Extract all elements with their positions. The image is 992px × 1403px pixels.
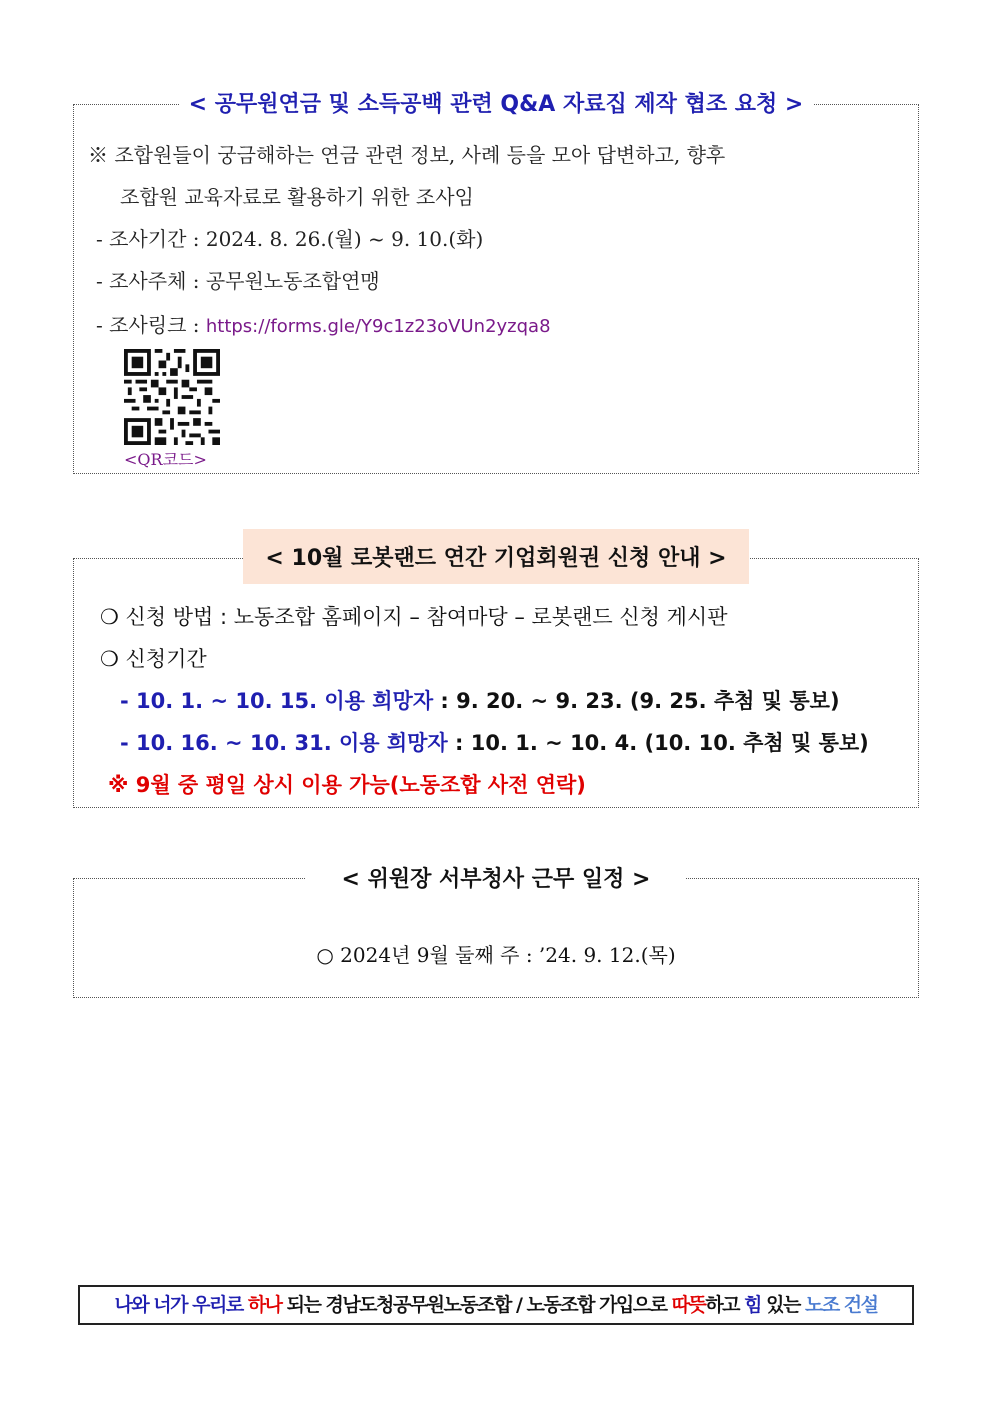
qa-period: - 조사기간 : 2024. 8. 26.(월) ~ 9. 10.(화)	[96, 227, 484, 251]
qa-organizer: - 조사주체 : 공무원노동조합연맹	[96, 269, 380, 293]
slogan-part1: 나와 너가 우리로	[114, 1294, 248, 1316]
slogan-banner	[78, 1285, 914, 1325]
qa-link-label: - 조사링크 :	[96, 313, 206, 337]
qr-code-icon[interactable]	[124, 349, 220, 445]
slogan-part4: 따뜻	[671, 1294, 706, 1316]
chair-schedule: ○ 2024년 9월 둘째 주 : ’24. 9. 12.(목)	[316, 943, 676, 967]
row1-use-period: - 10. 1. ~ 10. 15. 이용 희망자	[120, 689, 434, 713]
robotland-box	[73, 546, 919, 808]
chair-schedule-box	[73, 867, 919, 998]
row1-apply-period: : 9. 20. ~ 9. 23. (9. 25. 추첨 및 통보)	[433, 689, 840, 713]
chair-title-text: < 위원장 서부청사 근무 일정 >	[306, 867, 687, 892]
slogan-part3: 되는 경남도청공무원노동조합 / 노동조합 가입으로	[281, 1294, 672, 1316]
qa-note-line2: 조합원 교육자료로 활용하기 위한 조사임	[120, 185, 474, 209]
row2-use-period: - 10. 16. ~ 10. 31. 이용 희망자	[120, 731, 448, 755]
qr-caption: <QR코드>	[124, 450, 207, 469]
robotland-row2	[120, 727, 869, 757]
qa-link-row	[96, 309, 551, 338]
robotland-period-label: ❍ 신청기간	[100, 647, 207, 671]
qa-note-line1: ※ 조합원들이 궁금해하는 연금 관련 정보, 사례 등을 모아 답변하고, 향후	[88, 143, 726, 167]
qa-request-box	[73, 92, 919, 474]
slogan-part5: 하고	[705, 1294, 745, 1316]
robotland-method: ❍ 신청 방법 : 노동조합 홈페이지 – 참여마당 – 로봇랜드 신청 게시판	[100, 605, 728, 629]
survey-link[interactable]: https://forms.gle/Y9c1z23oVUn2yzqa8	[205, 316, 551, 337]
robotland-notice: ※ 9월 중 평일 상시 이용 가능(노동조합 사전 연락)	[108, 773, 586, 797]
qa-title	[74, 87, 918, 118]
robotland-title	[74, 529, 918, 584]
slogan-part7: 있는	[761, 1294, 805, 1316]
row2-apply-period: : 10. 1. ~ 10. 4. (10. 10. 추첨 및 통보)	[447, 731, 869, 755]
robotland-row1	[120, 685, 840, 715]
chair-title	[74, 862, 918, 893]
qa-title-text: < 공무원연금 및 소득공백 관련 Q&A 자료집 제작 협조 요청 >	[179, 92, 814, 117]
slogan-part8: 노조 건설	[804, 1294, 878, 1316]
slogan-part6: 힘	[744, 1294, 762, 1316]
robotland-title-text: < 10월 로봇랜드 연간 기업회원권 신청 안내 >	[243, 529, 748, 584]
slogan-part2: 하나	[247, 1294, 282, 1316]
